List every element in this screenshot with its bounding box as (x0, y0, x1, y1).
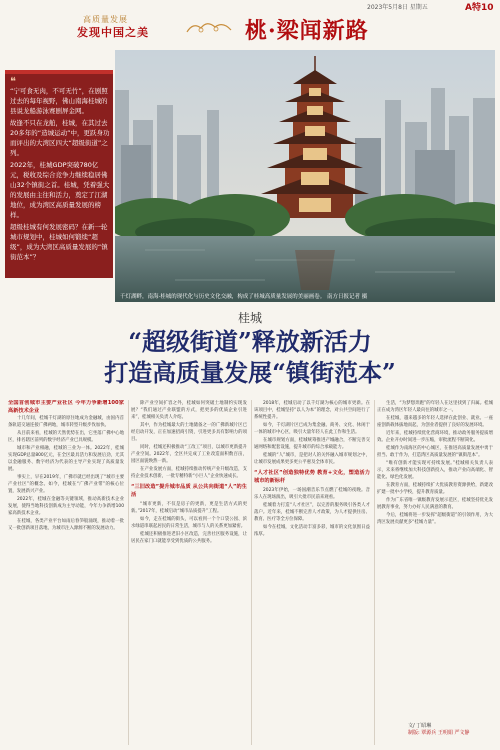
article-paragraph: 2022年，桂城在金融等关键领域，推动高新技术企业发展，使得当地科技创新成为主导动能，今年力争新增100家高新技术企业。 (8, 497, 124, 516)
article-column-1 (8, 400, 124, 745)
section-subhead: “三旧改造”提升城市品质 从公共向街道“人”的生活 (131, 484, 247, 498)
headline-line-2: 打造高质量发展“镇街范本” (104, 358, 396, 387)
headline-kicker: 桂城 (237, 311, 262, 325)
article-paragraph: 2023年伊始，一场国潮音乐节点燃了桂城的夜晚。音乐人在现场演出，吸引大批市民前来观看。 (254, 488, 370, 500)
column-divider (128, 400, 129, 745)
quote-icon: ❝ (10, 75, 16, 88)
article-paragraph: 事实上，早在2019年，广佛市就已经出现了“城市主要产业社区”的概念。如今，桂城在“广佛产业带”的核心位置，发展新兴产业。 (8, 475, 124, 494)
article-paragraph: 十几年间，桂城千灯湖的原住地成为金融城，由国内首条轨道交通连接广佛两地，城市转型升级步伐加快。 (8, 416, 124, 428)
article-column-3 (254, 400, 370, 745)
article-paragraph: 城市和产业相融，桂城的三业为一体。2022年，桂城实现GDP总量800亿元，在全区最具活力和发展后劲，尤其以金融服务、数字经济为代表的主导产业实现了高质量发展。 (8, 446, 124, 472)
byline-editors: 制版: 覃源兵 王明娟 严文静 (408, 730, 470, 736)
article-paragraph: 在产业发展方面，桂城持续推动传统产业升级改造，支持企业技术创新，一批专精特新“小巨人”企业快速成长。 (131, 467, 247, 479)
article-paragraph: 近年来，桂城持续优化营商环境，推动政务服务提质增效。企业开办时间进一步压缩，审批流程不断简化。 (377, 431, 493, 443)
article-column-4 (377, 400, 493, 745)
sidebar-paragraph: 故逢不只在龙舶，桂城，在其过去20多年的“造城运动”中，更跃身功而评出的大湾区四大“超级街道”之列。 (10, 119, 110, 157)
article-paragraph: 作为广东省唯一镇级教育发展示范区，桂城坚持优先发展教育事业，努力办好人民满意的教育。 (377, 498, 493, 510)
article-paragraph: 除产业空间扩容之外，桂城如何突破土地制约实现发展？“我们通过产业联盟的方式，把更多的优质企业引进来”，桂城相关负责人介绍。 (131, 401, 247, 420)
intro-sidebar (5, 70, 113, 278)
issue-date: 2023年5月8日 星期五 (367, 4, 428, 11)
article-paragraph: 如今在桂城，文化活动丰富多彩，城市的文化氛围日益浓厚。 (254, 525, 370, 537)
article-paragraph: “城市更新，不仅是房子的更新，更是生活方式的更新。”2017年，桂城启动“城市品质提升”工程。 (131, 502, 247, 514)
article-paragraph: 今后，桂城将进一步发挥“超级街道”的引领作用，为大湾区发展贡献更多“桂城力量”。 (377, 513, 493, 525)
city-pagoda-photo (115, 50, 495, 302)
article-paragraph: 2018年，桂城启动了以千灯湖为核心的城市更新。在该项目中，桂城坚持“以人为本”的理念，对公共空间进行了系统性提升。 (254, 401, 370, 420)
section-subhead: 全国首创城市主要产业社区 今年力争新增100家高新技术企业 (8, 400, 124, 414)
article-paragraph: 如今，走在桂城的街头，可以看到一个个口袋公园、滨水绿道串联起居民的日常生活，城市与人的关系更加紧密。 (131, 517, 247, 529)
byline (408, 723, 498, 737)
cloud-ornament-icon (185, 18, 233, 36)
article-column-2 (131, 400, 247, 745)
article-body (8, 400, 492, 745)
article-paragraph: 桂城作为南海区的中心城区，在推进高质量发展中勇于担当、敢于作为，打造湾区高质量发展的“镇街范本”。 (377, 446, 493, 458)
column-divider (374, 400, 375, 745)
column-divider (251, 400, 252, 745)
main-headline (0, 326, 500, 388)
article-paragraph: 桂城还积极推进老旧小区改造，完善社区服务设施，让居民在家门口就能享受到优质的公共服务。 (131, 532, 247, 544)
page-number: A特10 (465, 3, 494, 13)
article-paragraph: “唯有创新才能实现可持续发展。”桂城相关负责人表示，未来将继续加大科技创新投入，推动产业向高端化、智能化、绿色化发展。 (377, 461, 493, 480)
photo-caption: 千灯湖畔，南海·桂城的现代化与历史文化交融，构成了桂城高质量发展的美丽画卷。 南方日报记者 摄 (120, 294, 368, 300)
sidebar-top-rule (5, 70, 113, 74)
banner-series-title: 发现中国之美 (77, 26, 149, 39)
article-paragraph: 桂城的“人”城市，是把对人的关怀融入城市规划之中，让城市发展成果更多更公平惠及全体市民。 (254, 453, 370, 465)
article-paragraph: 桂城着力打造“人才社区”，以完善的服务吸引各类人才落户。近年来，桂城不断完善人才政策，为人才提供住房、教育、医疗等全方位保障。 (254, 503, 370, 522)
article-paragraph: 同时，桂城还积极推动“工改工”项目，以城市更新提升产业空间。2022年，全区共完成了工业改造面积数百亩，园区面貌焕然一新。 (131, 445, 247, 464)
sidebar-paragraph: “宁可食无肉，不可无竹”，在剧照过去的每年视野，佛山南海桂城的县说龙船游泳赛剧屏金网。 (10, 87, 108, 115)
banner-subtitle: 高质量发展 (83, 15, 128, 24)
banner-main-title: 桃·梁闻新路 (245, 18, 369, 44)
article-paragraph: 从目前来看，桂城的天然优势在出，它坐落广佛中心地区，排名辖区前列的数字经济产业已具规模。 (8, 431, 124, 443)
article-paragraph: 如今，千灯湖片区已成为集金融、商务、文化、休闲于一体的城市中心区，吸引大量年轻人在此工作和生活。 (254, 423, 370, 435)
article-paragraph: 在桂城，各类产业平台如雨后春笋般涌现，推动着一批又一批创新项目落地，为城市注入源源不断的发展动力。 (8, 519, 124, 531)
article-paragraph: 在桂城，越来越多的年轻人选择在此创业、就业。一座座创新载体拔地而起，为创业者提供了良好的发展环境。 (377, 416, 493, 428)
article-paragraph: 在教育方面，桂城持续扩大优质教育资源供给，新建改扩建一批中小学校，提升教育质量。 (377, 483, 493, 495)
article-paragraph: 在城市规划方面，桂城统筹推进产城融合，不断完善交通网络和配套设施，提升城市的综合承载能力。 (254, 438, 370, 450)
section-subhead: “人才社区”创造独特优势 教育+文化，塑造活力城市的新标杆 (254, 470, 370, 484)
sidebar-paragraph: 超级桂城有何发展密码？在新一轮城市规划中，桂城如何锻续“超级”，成为大湾区高质量发展的“镇街范本”？ (10, 223, 108, 261)
sidebar-text (10, 75, 110, 264)
section-banner (55, 14, 445, 42)
sidebar-paragraph: 2022年，桂城GDP突破780亿元，税收及综合竞争力继续稳居佛山32个镇街之首。桂城，凭着强大的发展由主往和活力，奠定了江湖地位，成为湾区高质量发展的榜样。 (10, 161, 110, 219)
page-header (0, 0, 500, 12)
byline-writer: 文/ 丁昭琳 (408, 723, 432, 729)
article-paragraph: 生活，“为梦想奔跑”的年轻人在这里找到了归属。桂城正在成为湾区年轻人最向往的城市之一。 (377, 401, 493, 413)
headline-line-1: “超级街道”释放新活力 (128, 327, 372, 356)
article-paragraph: 其中，作为桂城最大的土地储备之一的广佛新城片区已经启动开发，正在加速招商引资，引进更多具有影响力的项目。 (131, 423, 247, 442)
